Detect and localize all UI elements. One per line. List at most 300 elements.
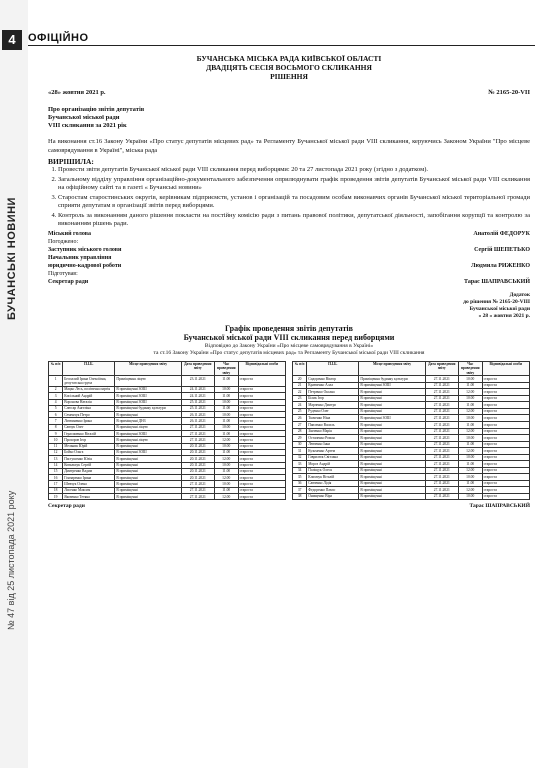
- column-header: Час проведення звіту: [458, 361, 482, 376]
- table-cell: 6: [49, 412, 63, 418]
- table-cell: В приміщенні: [359, 474, 425, 481]
- table-cell: Прохоров Ігор: [63, 437, 115, 443]
- table-cell: 27.11.2021: [425, 435, 458, 442]
- table-row: [293, 493, 530, 500]
- table-cell: 18: [49, 487, 63, 493]
- table-cell: 27.11.2021: [425, 441, 458, 448]
- table-row: [49, 376, 286, 387]
- table-cell: Приміщення будинку культури: [359, 376, 425, 383]
- table-cell: В приміщенні: [359, 389, 425, 396]
- table-cell: Дмитренко Вадим: [63, 468, 115, 474]
- schedule-subtitle: [48, 343, 530, 357]
- table-cell: В приміщенні ліцею: [115, 424, 181, 430]
- table-cell: Климчук Віталій: [307, 474, 359, 481]
- table-cell: 11.00: [458, 382, 482, 389]
- table-cell: В приміщенні: [115, 412, 181, 418]
- table-cell: 26.11.2021: [181, 412, 214, 418]
- page-number: 4: [2, 30, 22, 50]
- table-header-row: [293, 361, 530, 376]
- table-cell: 27.11.2021: [181, 437, 214, 443]
- table-cell: 22: [293, 389, 307, 396]
- table-cell: Поліщук Олеся: [307, 467, 359, 474]
- table-cell: 27.11.2021: [181, 424, 214, 430]
- table-cell: 27: [293, 422, 307, 429]
- table-cell: 24.11.2021: [181, 386, 214, 392]
- table-cell: староста: [238, 405, 285, 411]
- table-cell: староста: [238, 462, 285, 468]
- table-cell: 27.11.2021: [425, 487, 458, 494]
- table-cell: 19: [49, 494, 63, 500]
- table-cell: В приміщенні ліцею: [115, 437, 181, 443]
- table-cell: Шевчук Олена: [63, 481, 115, 487]
- signature-role: Заступник міського голови: [48, 246, 122, 253]
- table-cell: 13: [49, 456, 63, 462]
- table-cell: 11: [49, 443, 63, 449]
- table-cell: В приміщенні: [115, 487, 181, 493]
- signature-role: Підготував:: [48, 270, 78, 277]
- table-cell: 27.11.2021: [425, 461, 458, 468]
- table-cell: В приміщенні ЗОШ: [115, 393, 181, 399]
- table-cell: В приміщенні: [359, 441, 425, 448]
- table-cell: В приміщенні ЗОШ: [359, 382, 425, 389]
- table-cell: 20: [293, 376, 307, 383]
- table-cell: В приміщенні: [115, 443, 181, 449]
- table-cell: Гаврилюк Світлана: [307, 454, 359, 461]
- table-cell: В приміщенні: [115, 462, 181, 468]
- column-header: Час проведення звіту: [214, 361, 238, 376]
- section-band: [28, 28, 535, 46]
- table-cell: 10.00: [458, 493, 482, 500]
- table-cell: староста: [482, 441, 529, 448]
- table-cell: 15: [49, 468, 63, 474]
- signature-name: Людмила РИЖЕНКО: [471, 262, 530, 269]
- table-cell: 10.00: [214, 481, 238, 487]
- table-cell: В приміщенні: [359, 422, 425, 429]
- table-cell: 20.11.2021: [181, 443, 214, 449]
- column-header: Місце проведення звіту: [359, 361, 425, 376]
- decision-item: 1. Провести звіти депутатів Бучанської міської ради VIII скликання перед виборцями: 20 та 27 листопада 2021 року (згідно з додатком).: [58, 166, 530, 175]
- table-cell: 11.00: [458, 402, 482, 409]
- schedule-sub-line: та ст.16 Закону України «Про статус депутатів місцевих рад» та Регламенту Бучанської міської ради VIII скликання: [153, 349, 425, 356]
- table-cell: 12.00: [458, 448, 482, 455]
- annex-line: « 28 » жовтня 2021 р.: [478, 312, 530, 319]
- signature-name: Тарас ШАПРАВСЬКИЙ: [463, 278, 530, 285]
- table-cell: 21: [293, 382, 307, 389]
- table-cell: Петренко Оксана: [307, 389, 359, 396]
- table-cell: 10.00: [458, 376, 482, 383]
- table-cell: 27.11.2021: [425, 493, 458, 500]
- schedule-title: [48, 324, 530, 343]
- table-cell: 23.11.2021: [181, 376, 214, 387]
- table-cell: 12.00: [458, 408, 482, 415]
- table-cell: 14: [49, 462, 63, 468]
- table-cell: 12.00: [214, 494, 238, 500]
- table-cell: 27.11.2021: [425, 480, 458, 487]
- table-cell: 27.11.2021: [181, 481, 214, 487]
- table-cell: 7: [49, 418, 63, 424]
- table-cell: В приміщенні: [359, 408, 425, 415]
- decision-item: 3. Старостам старостинських округів, керівникам підприємств, установ і організацій та посадовим особам виконавчих органів Бучанської міської територіальної громади сприяти депутатам в організації звітів перед виборцями.: [58, 194, 530, 211]
- table-cell: В приміщенні: [115, 468, 181, 474]
- table-cell: 29: [293, 435, 307, 442]
- table-cell: В приміщенні ЗОШ: [359, 415, 425, 422]
- decision-item: 2. Загальному відділу управління організаційно-документального забезпечення оприлюднувати графік проведення звітів депутатів Бучанської міської ради VIII скликання на офіційному сайті та в газеті « Бучанські новини»: [58, 176, 530, 193]
- table-cell: староста: [238, 431, 285, 437]
- table-cell: Кравченко Алла: [307, 382, 359, 389]
- table-cell: 27.11.2021: [425, 415, 458, 422]
- subject-line: Про організацію звітів депутатів: [48, 106, 145, 113]
- signature-row: [48, 238, 530, 246]
- subject-line: VIII скликання за 2021 рік: [48, 122, 127, 129]
- masthead-title: БУЧАНСЬКІ НОВИНИ: [6, 197, 18, 320]
- table-cell: В приміщенні: [115, 456, 181, 462]
- table-cell: 5: [49, 405, 63, 411]
- table-cell: Мельник Юрій: [63, 443, 115, 449]
- table-cell: староста: [238, 424, 285, 430]
- table-cell: 12.00: [214, 475, 238, 481]
- table-cell: В приміщенні ЗОШ: [115, 386, 181, 392]
- table-cell: В приміщенні ЗОШ: [115, 431, 181, 437]
- table-cell: В приміщенні ЗОШ: [115, 449, 181, 455]
- table-cell: В приміщенні ЗОШ: [115, 399, 181, 405]
- table-cell: 31: [293, 448, 307, 455]
- table-cell: В приміщенні: [359, 493, 425, 500]
- signature-role: юридично-кадрової роботи: [48, 262, 122, 269]
- table-cell: Павленко Василь: [307, 422, 359, 429]
- table-header-row: [49, 361, 286, 376]
- column-header: Відповідальні особи: [482, 361, 529, 376]
- table-cell: староста: [482, 408, 529, 415]
- table-cell: староста: [238, 475, 285, 481]
- issue-info: [6, 330, 20, 630]
- table-cell: 10.00: [458, 415, 482, 422]
- table-cell: 27.11.2021: [425, 454, 458, 461]
- table-cell: староста: [238, 487, 285, 493]
- table-cell: Левченко Інна: [307, 441, 359, 448]
- annex-line: до рішення № 2165-20-VIII: [463, 298, 530, 305]
- table-cell: староста: [482, 382, 529, 389]
- signature-row: [48, 262, 530, 270]
- table-cell: В приміщенні: [359, 448, 425, 455]
- table-cell: 3: [49, 393, 63, 399]
- signature-role: Погоджено:: [48, 238, 79, 245]
- table-cell: староста: [482, 454, 529, 461]
- table-cell: 27.11.2021: [425, 395, 458, 402]
- table-cell: староста: [238, 386, 285, 392]
- table-cell: Пастушенко Юлія: [63, 456, 115, 462]
- table-cell: 10.00: [458, 435, 482, 442]
- column-header: П.І.Б.: [307, 361, 359, 376]
- table-cell: 10.00: [214, 424, 238, 430]
- table-cell: староста: [482, 402, 529, 409]
- table-cell: Остапенко Роман: [307, 435, 359, 442]
- table-cell: 12.00: [458, 487, 482, 494]
- signature-row: [48, 278, 530, 286]
- table-cell: В приміщенні: [359, 467, 425, 474]
- table-cell: 10.00: [214, 462, 238, 468]
- table-cell: 12.00: [458, 467, 482, 474]
- table-cell: Кисільний Андрій: [63, 393, 115, 399]
- table-cell: 25.11.2021: [181, 405, 214, 411]
- table-cell: 30: [293, 441, 307, 448]
- table-cell: Савчук Олег: [63, 424, 115, 430]
- table-cell: староста: [482, 493, 529, 500]
- table-cell: староста: [238, 494, 285, 500]
- table-cell: 10.00: [458, 474, 482, 481]
- table-cell: 11.00: [214, 393, 238, 399]
- table-cell: староста: [482, 461, 529, 468]
- table-cell: староста: [482, 487, 529, 494]
- table-cell: 27.11.2021: [425, 467, 458, 474]
- table-cell: 10.00: [214, 443, 238, 449]
- table-cell: 20.11.2021: [181, 468, 214, 474]
- table-cell: В приміщенні: [359, 454, 425, 461]
- table-cell: 12.00: [214, 437, 238, 443]
- table-cell: староста: [238, 399, 285, 405]
- table-cell: В приміщенні: [359, 461, 425, 468]
- schedule-table-left: [48, 361, 286, 501]
- resolved-heading: ВИРІШИЛА:: [48, 157, 94, 166]
- column-header: Дата проведення звіту: [181, 361, 214, 376]
- table-cell: 11.00: [214, 431, 238, 437]
- table-cell: 11.00: [214, 487, 238, 493]
- table-cell: В приміщенні ДНЗ: [115, 418, 181, 424]
- preamble: На виконання ст.16 Закону України «Про статус депутатів місцевих рад» та Регламенту Бучанської міської ради VIII скликання, керуючись Законом України "Про місцеве самоврядування в Україні", міська рада: [48, 138, 530, 154]
- table-cell: 27.11.2021: [425, 448, 458, 455]
- table-cell: Семенчук Петро: [63, 412, 115, 418]
- table-cell: 11.00: [214, 405, 238, 411]
- table-cell: 10.00: [214, 386, 238, 392]
- table-cell: 4: [49, 399, 63, 405]
- table-cell: Руденко Олег: [307, 408, 359, 415]
- table-cell: В приміщенні будинку культури: [115, 405, 181, 411]
- table-cell: староста: [482, 428, 529, 435]
- table-cell: 38: [293, 493, 307, 500]
- table-cell: 32: [293, 454, 307, 461]
- table-cell: 11.00: [214, 376, 238, 387]
- table-cell: В приміщенні: [359, 428, 425, 435]
- schedule-sub-line: Відповідно до Закону України «Про місцеве самоврядування в Україні»: [204, 342, 374, 349]
- table-cell: 11.00: [214, 418, 238, 424]
- table-cell: 11.00: [458, 461, 482, 468]
- table-cell: староста: [482, 474, 529, 481]
- decision-subject: [48, 106, 530, 130]
- column-header: Місце проведення звіту: [115, 361, 181, 376]
- schedule-table-right: [292, 361, 530, 501]
- table-cell: 25.11.2021: [181, 399, 214, 405]
- table-cell: Мороз Андрій: [307, 461, 359, 468]
- table-cell: 27.11.2021: [425, 408, 458, 415]
- column-header: Дата проведення звіту: [425, 361, 458, 376]
- table-cell: 16: [49, 475, 63, 481]
- table-cell: 37: [293, 487, 307, 494]
- table-cell: В приміщенні: [359, 402, 425, 409]
- council-header: [48, 54, 530, 81]
- table-cell: В приміщенні: [115, 481, 181, 487]
- column-header: № п/п: [49, 361, 63, 376]
- schedule-tables: [48, 361, 530, 501]
- signature-role: Секретар ради: [48, 278, 89, 285]
- table-cell: 1: [49, 376, 63, 387]
- header-line-1: БУЧАНСЬКА МІСЬКА РАДА КИЇВСЬКОЇ ОБЛАСТІ: [196, 54, 382, 63]
- decision-date: «28» жовтня 2021 р.: [48, 89, 106, 96]
- table-cell: 27.11.2021: [181, 431, 214, 437]
- table-cell: 26.11.2021: [181, 418, 214, 424]
- column-header: П.І.Б.: [63, 361, 115, 376]
- table-cell: Сидоренко Віктор: [307, 376, 359, 383]
- signature-role: Міський голова: [48, 230, 91, 237]
- table-cell: староста: [482, 389, 529, 396]
- table-cell: староста: [482, 422, 529, 429]
- table-cell: 12: [49, 449, 63, 455]
- table-cell: 20.11.2021: [181, 462, 214, 468]
- table-cell: 17: [49, 481, 63, 487]
- table-cell: староста: [238, 412, 285, 418]
- table-cell: 9: [49, 431, 63, 437]
- table-cell: Савченко Лідія: [307, 480, 359, 487]
- table-cell: староста: [482, 467, 529, 474]
- section-title: ОФІЦІЙНО: [28, 32, 89, 44]
- decision-item: 4. Контроль за виконанням даного рішення покласти на постійну комісію ради з питань правової політики, депутатської діяльності, запобігання корупції та контролю за виконанням рішень ради.: [58, 212, 530, 229]
- table-cell: Беспалий Ірина Олексіївна, депутатська група: [63, 376, 115, 387]
- table-cell: 8: [49, 424, 63, 430]
- table-cell: В приміщенні: [359, 395, 425, 402]
- table-cell: 27.11.2021: [181, 487, 214, 493]
- signature-row: [48, 230, 530, 238]
- header-line-2: ДВАДЦЯТЬ СЕСІЯ ВОСЬМОГО СКЛИКАННЯ: [206, 63, 372, 72]
- table-cell: 10.00: [214, 412, 238, 418]
- table-cell: 20.11.2021: [181, 475, 214, 481]
- table-cell: 2: [49, 386, 63, 392]
- table-cell: староста: [238, 468, 285, 474]
- table-cell: Онищенко Віра: [307, 493, 359, 500]
- table-cell: 12.00: [214, 456, 238, 462]
- table-cell: Герасименко Віталій: [63, 431, 115, 437]
- table-cell: 11.00: [214, 468, 238, 474]
- table-cell: 10.00: [458, 395, 482, 402]
- table-cell: староста: [238, 481, 285, 487]
- header-line-3: РІШЕННЯ: [270, 72, 308, 81]
- table-cell: староста: [238, 418, 285, 424]
- column-header: № п/п: [293, 361, 307, 376]
- table-cell: староста: [482, 395, 529, 402]
- table-cell: 27.11.2021: [425, 382, 458, 389]
- annex-note: [48, 292, 530, 320]
- table-cell: 27.11.2021: [425, 474, 458, 481]
- table-cell: 27.11.2021: [425, 422, 458, 429]
- table-cell: староста: [482, 435, 529, 442]
- table-cell: Федоренко Павло: [307, 487, 359, 494]
- table-cell: староста: [238, 393, 285, 399]
- signature-name: Анатолій ФЕДОРУК: [473, 230, 530, 237]
- table-cell: 20.11.2021: [181, 449, 214, 455]
- signature-row: [48, 270, 530, 278]
- table-cell: 11.00: [458, 480, 482, 487]
- table-cell: Мацко Лесь, політична партія: [63, 386, 115, 392]
- table-cell: 28: [293, 428, 307, 435]
- decision-number: № 2165-20-VII: [488, 89, 530, 96]
- table-cell: 23: [293, 395, 307, 402]
- table-cell: староста: [482, 415, 529, 422]
- decision-items: [48, 166, 530, 229]
- table-cell: 36: [293, 480, 307, 487]
- subject-line: Бучанської міської ради: [48, 114, 120, 121]
- schedule-title-line: Бучанської міської ради VIII скликання перед виборцями: [183, 333, 395, 342]
- table-cell: Лисенко Максим: [63, 487, 115, 493]
- footer-signature: [48, 503, 530, 509]
- table-cell: староста: [238, 443, 285, 449]
- column-header: Відповідальні особи: [238, 361, 285, 376]
- article: [48, 50, 530, 509]
- table-cell: 24: [293, 402, 307, 409]
- table-cell: 27.11.2021: [425, 402, 458, 409]
- table-cell: староста: [482, 448, 529, 455]
- table-cell: 27.11.2021: [425, 376, 458, 383]
- table-cell: староста: [238, 437, 285, 443]
- issue-line: № 47 від 25 листопада 2021 року: [6, 490, 16, 630]
- table-cell: Зінченко Марія: [307, 428, 359, 435]
- table-cell: 12.00: [458, 389, 482, 396]
- signature-name: Сергій ШЕПЕТЬКО: [474, 246, 530, 253]
- table-cell: В приміщенні: [115, 475, 181, 481]
- table-cell: 10: [49, 437, 63, 443]
- table-cell: 11.00: [458, 441, 482, 448]
- table-cell: В приміщенні: [115, 494, 181, 500]
- table-cell: Білик Ігор: [307, 395, 359, 402]
- table-cell: 10.00: [458, 454, 482, 461]
- table-cell: 25: [293, 408, 307, 415]
- signature-role: Начальник управління: [48, 254, 112, 261]
- table-cell: 11.00: [458, 422, 482, 429]
- masthead: [4, 120, 20, 320]
- table-cell: староста: [482, 480, 529, 487]
- table-cell: Литвиненко Ірина: [63, 418, 115, 424]
- table-cell: Ткаченко Ніна: [307, 415, 359, 422]
- table-cell: 27.11.2021: [425, 428, 458, 435]
- table-cell: 12.00: [458, 428, 482, 435]
- table-cell: Яковенко Тетяна: [63, 494, 115, 500]
- table-cell: В приміщенні: [359, 435, 425, 442]
- table-cell: 33: [293, 461, 307, 468]
- table-cell: Слюсар Ангеліна: [63, 405, 115, 411]
- table-cell: В приміщенні: [359, 487, 425, 494]
- signature-block: [48, 230, 530, 286]
- signature-row: [48, 254, 530, 262]
- table-cell: Бойко Ольга: [63, 449, 115, 455]
- decision-meta: [48, 89, 530, 96]
- table-cell: староста: [238, 376, 285, 387]
- schedule-title-line: Графік проведення звітів депутатів: [225, 323, 353, 333]
- annex-line: Бучанської міської ради: [469, 305, 530, 312]
- table-cell: староста: [482, 376, 529, 383]
- table-cell: 10.00: [214, 399, 238, 405]
- table-cell: Гончаренко Ірина: [63, 475, 115, 481]
- table-cell: 26: [293, 415, 307, 422]
- table-cell: Воронова Наталія: [63, 399, 115, 405]
- table-cell: староста: [238, 456, 285, 462]
- table-cell: Кузьменко Артем: [307, 448, 359, 455]
- table-cell: 34: [293, 467, 307, 474]
- table-cell: В приміщенні: [359, 480, 425, 487]
- table-cell: 24.11.2021: [181, 393, 214, 399]
- table-cell: Приміщення ліцею: [115, 376, 181, 387]
- table-cell: Марченко Дмитро: [307, 402, 359, 409]
- footer-name: Тарас ШАПРАВСЬКИЙ: [469, 503, 530, 510]
- table-cell: 27.11.2021: [425, 389, 458, 396]
- signature-row: [48, 246, 530, 254]
- table-cell: 35: [293, 474, 307, 481]
- side-strip: [0, 0, 28, 768]
